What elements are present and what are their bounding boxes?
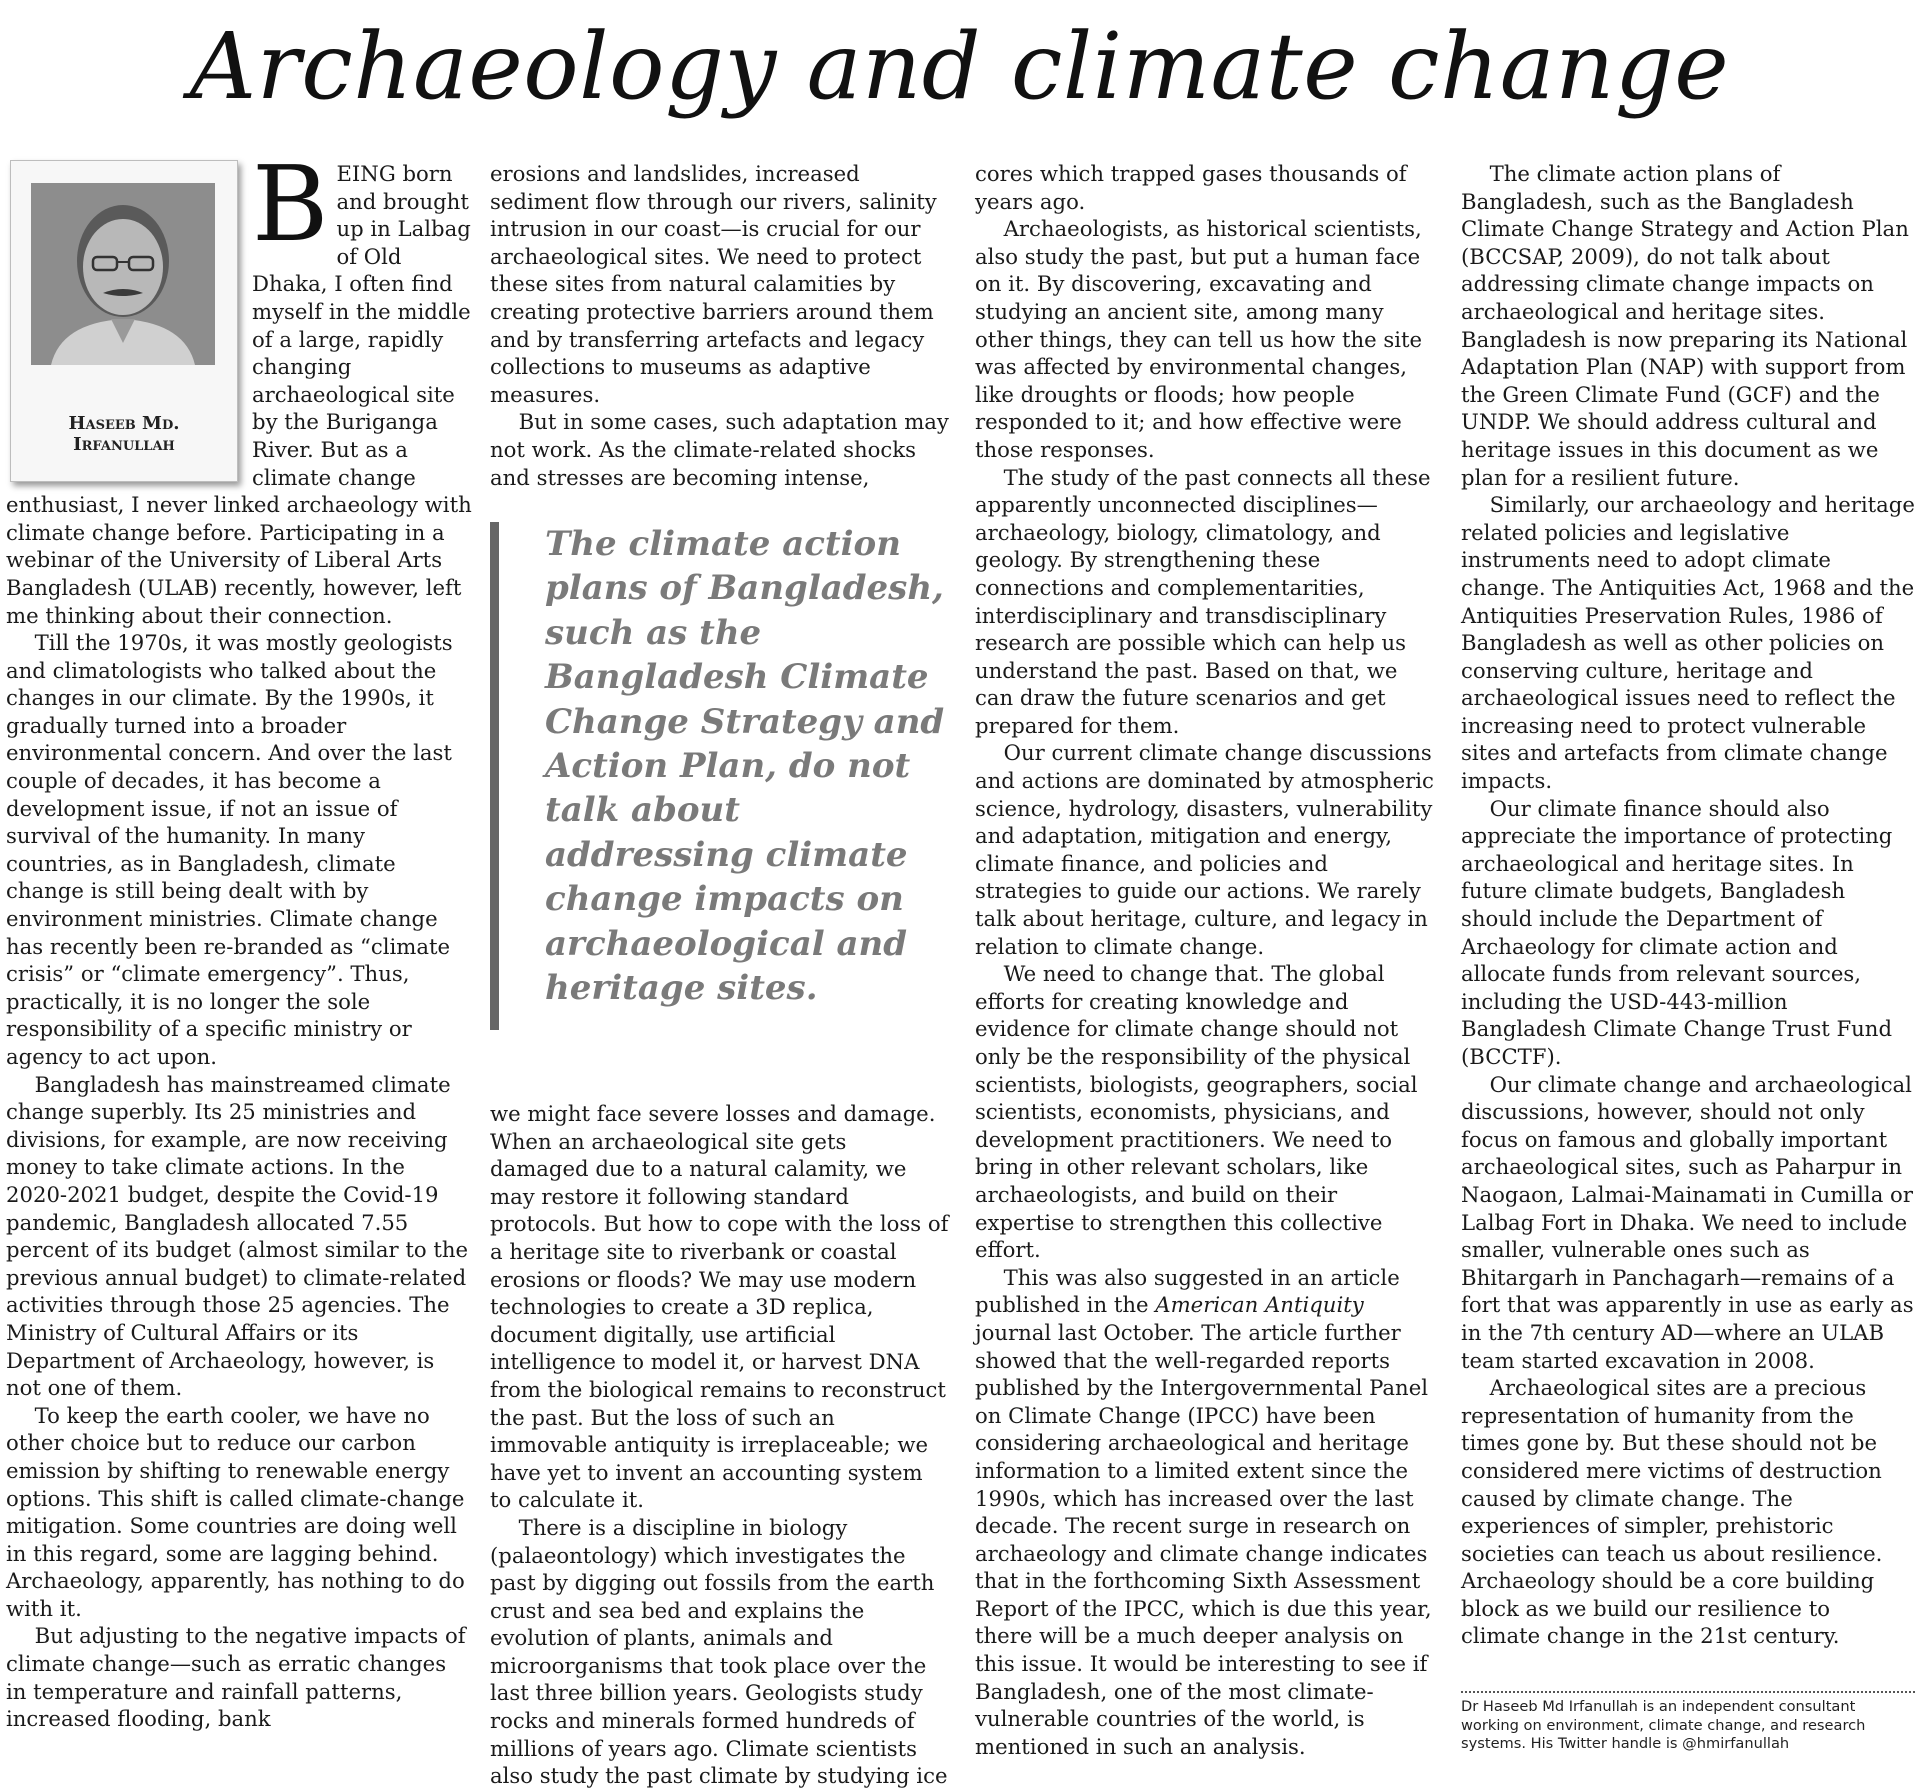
column-2-bottom (490, 1100, 950, 1789)
paragraph: We need to change that. The global efforts for creating knowledge and evidence for climate change should not only be the responsibility of the physical scientists, biologists, geographers, social scientists, economists, physicians, and development practitioners. We need to bring in other relevant scholars, like archaeologists, and build on their expertise to strengthen this collective effort. (975, 961, 1418, 1263)
paragraph: cores which trapped gases thousands of years ago. (975, 161, 1407, 214)
column-1 (6, 143, 472, 1760)
paragraph: Bangladesh has mainstreamed climate change superbly. Its 25 ministries and divisions, for example, are now receiving money to take climate actions. In the 2020-2021 budget, despite the Covid-19 pandemic, Bangladesh allocated 7.55 percent of its budget (almost similar to the previous annual budget) to climate-related activities through those 25 agencies. The Ministry of Cultural Affairs or its Department of Archaeology, however, is not one of them. (6, 1071, 469, 1401)
column-2-top (490, 160, 950, 500)
pull-quote: The climate action plans of Bangladesh, such as the Bangladesh Climate Change Strategy and Action Plan, do not talk about addressing climate change impacts on archaeological and heritage sites. (490, 522, 950, 1030)
paragraph: Similarly, our archaeology and heritage related policies and legislative instruments need to adopt climate change. The Antiquities Act, 1968 and the Antiquities Preservation Rules, 1986 of Bangladesh as well as other policies on conserving culture, heritage and archaeological issues need to reflect the increasing need to protect vulnerable sites and artefacts from climate change impacts. (1461, 492, 1915, 794)
paragraph: But in some cases, such adaptation may not work. As the climate-related shocks and stresses are becoming intense, (490, 409, 949, 490)
paragraph: There is a discipline in biology (palaeontology) which investigates the past by digging out fossils from the earth crust and sea bed and explains the evolution of plants, animals and microorganisms that took place over the last three billion years. Geologists study rocks and minerals formed hundreds of millions of years ago. Climate scientists also study the past climate by studying ice (490, 1514, 948, 1789)
paragraph: EING born and brought up in Lalbag of Old Dhaka, I often find myself in the middle of a large, rapidly changing archaeological site by the Buriganga River. But as a climate change enthusiast, I never linked archaeology with climate change before. Participating in a webinar of the University of Liberal Arts Bangladesh (ULAB) recently, however, left me thinking about their connection. (6, 161, 472, 628)
text-span: journal last October. The article further showed that the well-regarded reports published by the Intergovernmental Panel on Climate Change (IPCC) have been considering archaeological and heritage information to a limited extent since the 1990s, which has increased over the last decade. The recent surge in research on archaeology and climate change indicates that in the forthcoming Sixth Assessment Report of the IPCC, which is due this year, there will be a much deeper analysis on this issue. It would be interesting to see if Bangladesh, one of the most climate-vulnerable countries of the world, is mentioned in such an analysis. (975, 1319, 1432, 1759)
author-name-line2: Irfanullah (73, 434, 175, 455)
column-3 (975, 160, 1437, 1760)
paragraph: Our current climate change discussions and actions are dominated by atmospheric science, hydrology, disasters, vulnerability and adaptation, mitigation and energy, climate finance, and policies and strategies to guide our actions. We rarely talk about heritage, culture, and legacy in relation to climate change. (975, 740, 1434, 959)
paragraph: Our climate finance should also appreciate the importance of protecting archaeological and heritage sites. In future climate budgets, Bangladesh should include the Department of Archaeology for climate action and allocate funds from relevant sources, including the USD-443-million Bangladesh Climate Change Trust Fund (BCCTF). (1461, 795, 1893, 1069)
text-span: This was also suggested in an article published in the (975, 1264, 1400, 1318)
headline: Archaeology and climate change (189, 13, 1730, 120)
paragraph: But adjusting to the negative impacts of climate change—such as erratic changes in temperature and rainfall patterns, increased flooding, bank (6, 1623, 466, 1732)
journal-title: American Antiquity (1155, 1292, 1364, 1318)
paragraph: Archaeologists, as historical scientists, also study the past, but put a human face on it. By discovering, excavating and studying an ancient site, among many other things, they can tell us how the site was affected by environmental changes, like droughts or floods; how people responded to it; and how effective were those responses. (975, 216, 1423, 462)
footnote-divider (1461, 1691, 1915, 1693)
column-4 (1461, 160, 1915, 1690)
paragraph: Archaeological sites are a precious representation of humanity from the times gone by. But these should not be considered mere victims of destruction caused by climate change. The experiences of simpler, prehistoric societies can teach us about resilience. Archaeology should be a core building block as we build our resilience to climate change in the 21st century. (1461, 1375, 1883, 1649)
author-portrait-icon (31, 183, 215, 365)
author-photo-box (10, 160, 238, 482)
paragraph: Our climate change and archaeological discussions, however, should not only focus on famous and globally important archaeological sites, such as Paharpur in Naogaon, Lalmai-Mainamati in Cumilla or Lalbag Fort in Dhaka. We need to include smaller, vulnerable ones such as Bhitargarh in Panchagarh—remains of a fort that was apparently in use as early as in the 7th century AD—where an ULAB team started excavation in 2008. (1461, 1071, 1914, 1373)
paragraph: we might face severe losses and damage. When an archaeological site gets damaged due to a natural calamity, we may restore it following standard protocols. But how to cope with the loss of a heritage site to riverbank or coastal erosions or floods? We may use modern technologies to create a 3D replica, document digitally, use artificial intelligence to model it, or harvest DNA from the biological remains to reconstruct the past. But the loss of such an immovable antiquity is irreplaceable; we have yet to invent an accounting system to calculate it. (490, 1101, 949, 1513)
drop-cap: B (252, 143, 329, 265)
author-photo (31, 183, 215, 365)
paragraph: The climate action plans of Bangladesh, such as the Bangladesh Climate Change Strategy and Action Plan (BCCSAP, 2009), do not talk about addressing climate change impacts on archaeological and heritage sites. Bangladesh is now preparing its National Adaptation Plan (NAP) with support from the Green Climate Fund (GCF) and the UNDP. We should address cultural and heritage issues in this document as we plan for a resilient future. (1461, 161, 1909, 490)
paragraph: The study of the past connects all these apparently unconnected disciplines—archaeology, biology, climatology, and geology. By strengthening these connections and complementarities, interdisciplinary and transdisciplinary research are possible which can help us understand the past. Based on that, we can draw the future scenarios and get prepared for them. (975, 464, 1431, 738)
paragraph (975, 1264, 1437, 1761)
paragraph: erosions and landslides, increased sediment flow through our rivers, salinity intrusion in our coast—is crucial for our archaeological sites. We need to protect these sites from natural calamities by creating protective barriers around them and by transferring artefacts and legacy collections to museums as adaptive measures. (490, 161, 937, 407)
author-byline (11, 413, 237, 455)
paragraph: Till the 1970s, it was mostly geologists and climatologists who talked about the changes in our climate. By the 1990s, it gradually turned into a broader environmental concern. And over the last couple of decades, it has become a development issue, if not an issue of survival of the humanity. In many countries, as in Bangladesh, climate change is still being dealt with by environment ministries. Climate change has recently been re-branded as “climate crisis” or “climate emergency”. Thus, practically, it is no longer the sole responsibility of a specific ministry or agency to act upon. (6, 630, 453, 1069)
paragraph: To keep the earth cooler, we have no other choice but to reduce our carbon emission by shifting to renewable energy options. This shift is called climate-change mitigation. Some countries are doing well in this regard, some are lagging behind. Archaeology, apparently, has nothing to do with it. (6, 1402, 465, 1621)
author-name-line1: Haseeb Md. (68, 413, 180, 434)
author-footnote: Dr Haseeb Md Irfanullah is an independent consultant working on environment, climate change, and research systems. His Twitter handle is @hmirfanullah (1461, 1698, 1866, 1753)
